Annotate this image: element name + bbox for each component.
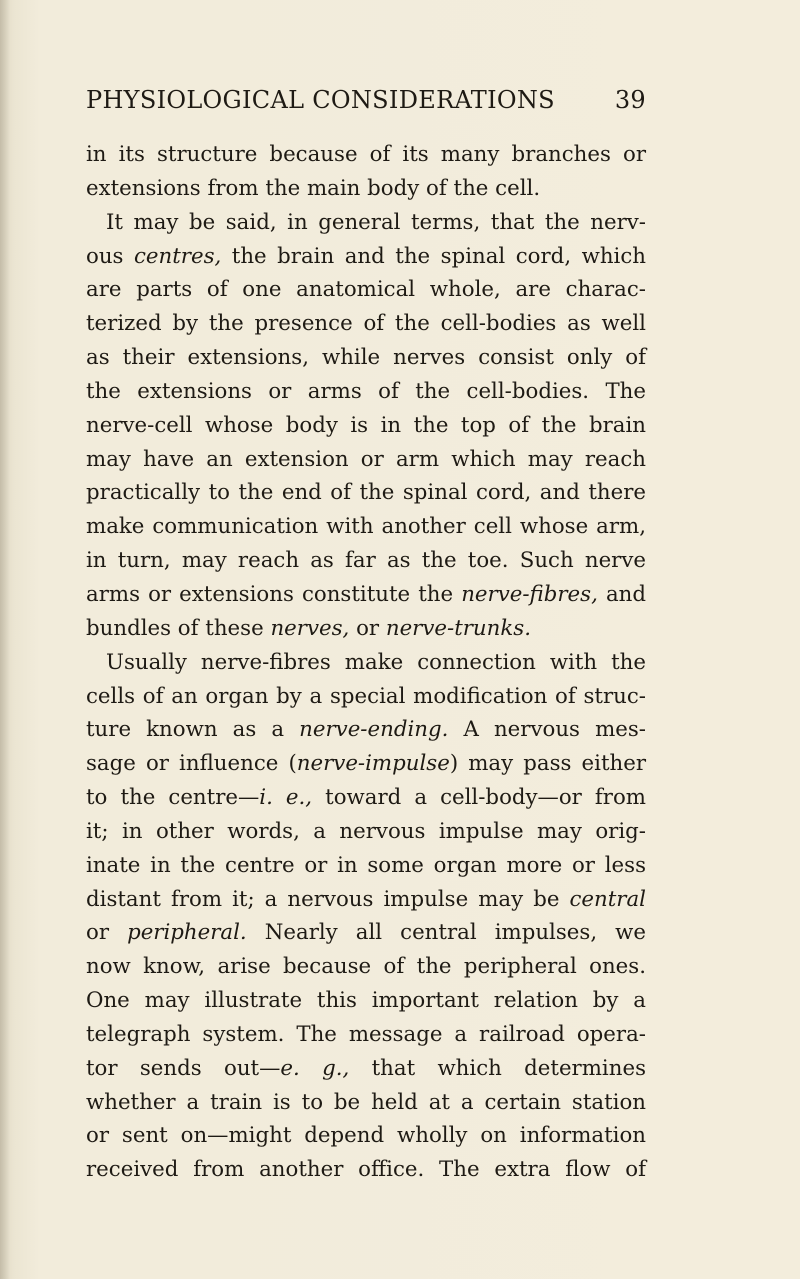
text-run: extensions from the main body of the cell. — [86, 175, 541, 201]
text-run: or — [86, 920, 128, 946]
text-line — [86, 781, 646, 815]
text-run: Nearly all central impulses, we — [246, 920, 646, 946]
text-run: arms or extensions constitute the — [86, 581, 462, 607]
text-run: nerve-cell whose body is in the top of the brain — [86, 412, 646, 438]
italic-term: central — [569, 886, 646, 912]
text-line — [86, 815, 646, 849]
text-line — [86, 510, 646, 544]
text-line — [86, 646, 646, 680]
text-run: the extensions or arms of the cell-bodies. The — [86, 378, 646, 404]
text-run: ous — [86, 243, 134, 269]
text-line — [86, 240, 646, 274]
text-run: telegraph system. The message a railroad opera- — [86, 1021, 646, 1047]
text-line — [86, 612, 646, 646]
text-run: inate in the centre or in some organ more or less — [86, 852, 646, 878]
text-line — [86, 206, 646, 240]
text-run: may have an extension or arm which may reach — [86, 446, 646, 472]
text-run: sage or influence ( — [86, 751, 297, 777]
text-run: One may illustrate this important relation by a — [86, 988, 646, 1014]
italic-term: nerve-fibres, — [461, 581, 598, 607]
text-run: distant from it; a nervous impulse may be — [86, 886, 570, 912]
text-run: ) may pass either — [449, 751, 646, 777]
text-line — [86, 984, 646, 1018]
italic-term: peripheral. — [127, 920, 247, 946]
text-run: in its structure because of its many branches or — [86, 142, 646, 167]
text-run: the brain and the spinal cord, which — [221, 243, 646, 269]
page-number: 39 — [614, 86, 646, 114]
text-run: that which determines — [349, 1055, 646, 1081]
italic-term: nerves, — [270, 615, 350, 641]
text-line — [86, 409, 646, 443]
text-line — [86, 1119, 646, 1153]
text-run: Usually nerve-fibres make connection with the — [106, 649, 646, 675]
italic-term: e. g., — [280, 1055, 350, 1081]
text-line — [86, 1018, 646, 1052]
text-run: or — [349, 615, 386, 641]
text-run: as their extensions, while nerves consist only of — [86, 345, 646, 371]
text-run: A nervous mes- — [448, 717, 646, 743]
text-run: practically to the end of the spinal cord, and there — [86, 480, 646, 506]
text-run: cells of an organ by a special modification of struc- — [86, 683, 646, 709]
text-run: or sent on—might depend wholly on information — [86, 1123, 646, 1149]
text-line — [86, 578, 646, 612]
text-line — [86, 172, 646, 206]
italic-term: nerve-ending. — [299, 717, 449, 743]
italic-term: nerve-trunks. — [385, 615, 531, 641]
gutter-shadow — [0, 0, 10, 1279]
text-run: terized by the presence of the cell-bodies as well — [86, 311, 646, 337]
text-line — [86, 544, 646, 578]
text-line — [86, 1086, 646, 1120]
text-run: make communication with another cell whose arm, — [86, 514, 646, 540]
text-line — [86, 341, 646, 375]
running-head-title: PHYSIOLOGICAL CONSIDERATIONS — [86, 86, 555, 114]
text-run: it; in other words, a nervous impulse may orig- — [86, 818, 646, 844]
italic-term: centres, — [133, 243, 222, 269]
text-line — [86, 883, 646, 917]
text-run: bundles of these — [86, 615, 271, 641]
running-head — [86, 86, 646, 126]
text-line — [86, 476, 646, 510]
text-line — [86, 1052, 646, 1086]
text-run: ture known as a — [86, 717, 300, 743]
text-line — [86, 443, 646, 477]
text-line — [86, 307, 646, 341]
text-run: now know, arise because of the peripheral ones. — [86, 954, 646, 980]
text-line — [86, 375, 646, 409]
text-line — [86, 950, 646, 984]
body-text — [86, 138, 646, 1187]
text-run: It may be said, in general terms, that the nerv- — [106, 209, 646, 235]
italic-term: nerve-impulse — [296, 751, 450, 777]
italic-term: i. e., — [259, 785, 313, 811]
text-run: tor sends out— — [86, 1055, 281, 1081]
text-line — [86, 713, 646, 747]
text-line — [86, 138, 646, 172]
text-run: whether a train is to be held at a certain station — [86, 1089, 646, 1115]
text-run: toward a cell-body—or from — [312, 785, 646, 811]
text-line — [86, 747, 646, 781]
text-run: received from another office. The extra flow of — [86, 1157, 646, 1183]
text-run: in turn, may reach as far as the toe. Such nerve — [86, 548, 646, 574]
text-run: to the centre— — [86, 785, 260, 811]
text-line — [86, 849, 646, 883]
text-line — [86, 1153, 646, 1187]
text-line — [86, 273, 646, 307]
text-line — [86, 916, 646, 950]
text-run: and — [597, 581, 646, 607]
text-line — [86, 680, 646, 714]
text-run: are parts of one anatomical whole, are charac- — [86, 277, 646, 303]
